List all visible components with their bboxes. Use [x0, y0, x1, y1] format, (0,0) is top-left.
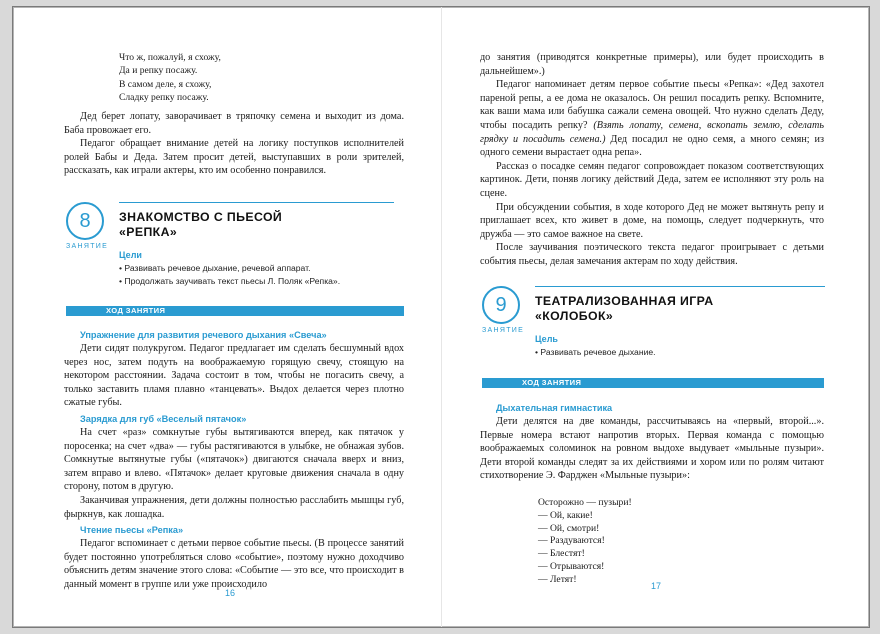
poem-right	[538, 497, 632, 587]
paragraph: Педагог вспоминает с детьми первое событие пьесы. (В процессе занятий будет постоянно употребляться слово «событие», поэтому нужно доходчиво объяснить детям значение этого слова: «Событие — это все, что происходит в данный момент в группе или уже происходило	[64, 538, 404, 590]
lesson-progress-band: ХОД ЗАНЯТИЯ	[482, 378, 824, 388]
paragraph: до занятия (приводятся конкретные примеры), или будет происходить в дальнейшем».)	[480, 52, 824, 77]
paragraph: После заучивания поэтического текста педагог проигрывает с детьми события пьесы, делая замечания актерам по ходу действия.	[480, 242, 824, 267]
lesson-title-line1: ТЕАТРАЛИЗОВАННАЯ ИГРА	[535, 294, 714, 308]
paragraph: Педагог обращает внимание детей на логику поступков исполнителей ролей Бабы и Деда. Затем просит детей, выступавших в роли зрителей, рассказать, как играли актеры, кто им особенно понравился.	[64, 138, 404, 177]
lesson-sections	[64, 329, 404, 592]
dialog-italic: (Взять лопату, семена, вскопать землю, сделать грядку и посадить семена.)	[480, 119, 824, 145]
paragraph: При обсуждении события, в ходе которого Дед не может вытянуть репу и приглашает всех, кто живет в доме, на помощь, следует подчеркнуть, что дружба — это самое важное на свете.	[480, 201, 824, 240]
poem-line: Да и репку посажу.	[119, 65, 198, 77]
paragraph: На счет «раз» сомкнутые губы вытягиваются вперед, как пятачок у поросенка; на счет «два» — губы растягиваются в улыбке, не обнажая зубов. Сомкнутые вытянутые губы («пятачок») двигаются сначала вверх и вниз, затем вправо и влево. «Пятачок» делает круговые движения сначала в одну сторону, потом в другую.	[64, 426, 404, 493]
section-heading: Дыхательная гимнастика	[496, 403, 613, 413]
lesson-8-header	[66, 202, 394, 287]
paragraph: Рассказ о посадке семян педагог сопровождает показом соответствующих картинок. Дети, поняв логику действий Деда, затем ее исполняют эту роль на сцене.	[480, 160, 824, 199]
goals-label: Цель	[535, 334, 558, 344]
lesson-9-header	[482, 286, 825, 359]
right-page	[442, 7, 869, 627]
paragraph: Заканчивая упражнения, дети должны полностью расслабить мышцы губ, фыркнув, как лошадка.	[64, 494, 404, 520]
lesson-badge	[482, 286, 525, 334]
poem-line: — Отрываются!	[538, 560, 605, 572]
lesson-progress-band: ХОД ЗАНЯТИЯ	[66, 306, 404, 316]
paragraph: Дети сидят полукругом. Педагог предлагает им сделать бесшумный вдох через нос, затем подуть на воображаемую горящую свечу, стоящую на некотором расстоянии. Задача состоит в том, чтобы не погасить свечу, а только заставить пламя плавно «танцевать». Выдох делается через плотно сжатые губы.	[64, 343, 404, 409]
lesson-title-line1: ЗНАКОМСТВО С ПЬЕСОЙ	[119, 210, 283, 224]
section-heading: Чтение пьесы «Репка»	[80, 525, 184, 536]
lesson-title-block	[119, 202, 394, 287]
goal-item: • Продолжать заучивать текст пьесы Л. Поляк «Репка».	[119, 275, 341, 286]
dialog-text: Педагог напоминает детям первое событие пьесы «Репка»: «Дед захотел пареной репы, а ее дома не оказалось. Он решил посадить репку. Вспомните, как ваши мама или бабушка сажали семена овощей. Что нужно сделать Деду, чтобы посадить репку?	[480, 79, 824, 131]
poem-line: — Ой, смотри!	[538, 522, 600, 534]
dialog-text-end: Дед посадил не одно семя, а много семян; из одного семени вырастает одна репа».	[480, 133, 824, 159]
lesson-section-right	[480, 402, 824, 483]
lesson-title-block	[535, 286, 825, 359]
poem-line: — Раздуваются!	[538, 535, 605, 547]
lesson-number: 9	[482, 286, 520, 324]
lesson-label: ЗАНЯТИЕ	[482, 327, 525, 334]
book-spread	[12, 6, 870, 628]
poem-left	[119, 51, 221, 104]
lesson-number: 8	[66, 202, 104, 240]
paragraph-dialog	[480, 78, 824, 160]
text-block-top	[64, 110, 404, 178]
poem-line: Осторожно — пузыри!	[538, 497, 632, 508]
page-number: 17	[651, 581, 662, 591]
lesson-title-rule	[119, 202, 394, 240]
poem-line: — Летят!	[538, 573, 577, 585]
section-heading: Зарядка для губ «Веселый пятачок»	[80, 413, 247, 424]
goal-text: Продолжать заучивать текст пьесы Л. Поляк «Репка».	[124, 275, 341, 286]
goal-item: • Развивать речевое дыхание.	[535, 347, 656, 357]
paragraph: Дети делятся на две команды, рассчитываясь на «первый, второй...». Первые номера встают напротив вторых. Первая команда с помощью воображаемых соломинок на ровном выдохе выдувает «мыльные пузыри». Дети второй команды следят за их действиями и хором или по ролям читают стихотворение Э. Фарджен «Мыльные пузыри»:	[480, 416, 824, 482]
poem-line: Сладку репку посажу.	[119, 91, 209, 103]
poem-line: В самом деле, я схожу,	[119, 78, 212, 90]
poem-line: — Блестят!	[538, 548, 585, 560]
goal-text: Развивать речевое дыхание, речевой аппарат.	[124, 263, 311, 273]
goals-label: Цели	[119, 250, 142, 260]
goal-text: Развивать речевое дыхание.	[540, 347, 656, 357]
poem-line: — Ой, какие!	[538, 509, 593, 521]
lesson-badge	[66, 202, 109, 250]
lesson-title-line2: «КОЛОБОК»	[535, 309, 614, 323]
goal-item: • Развивать речевое дыхание, речевой аппарат.	[119, 263, 311, 273]
poem-line: Что ж, пожалуй, я схожу,	[119, 52, 221, 63]
page-number: 16	[225, 588, 236, 598]
paragraph: Дед берет лопату, заворачивает в тряпочку семена и выходит из дома. Баба провожает его.	[64, 111, 404, 136]
text-block-top-right	[480, 51, 824, 269]
lesson-title-rule	[535, 286, 825, 324]
lesson-label: ЗАНЯТИЕ	[66, 243, 109, 250]
lesson-title-line2: «РЕПКА»	[119, 225, 178, 239]
left-page	[13, 7, 441, 627]
section-heading: Упражнение для развития речевого дыхания «Свеча»	[80, 330, 327, 340]
